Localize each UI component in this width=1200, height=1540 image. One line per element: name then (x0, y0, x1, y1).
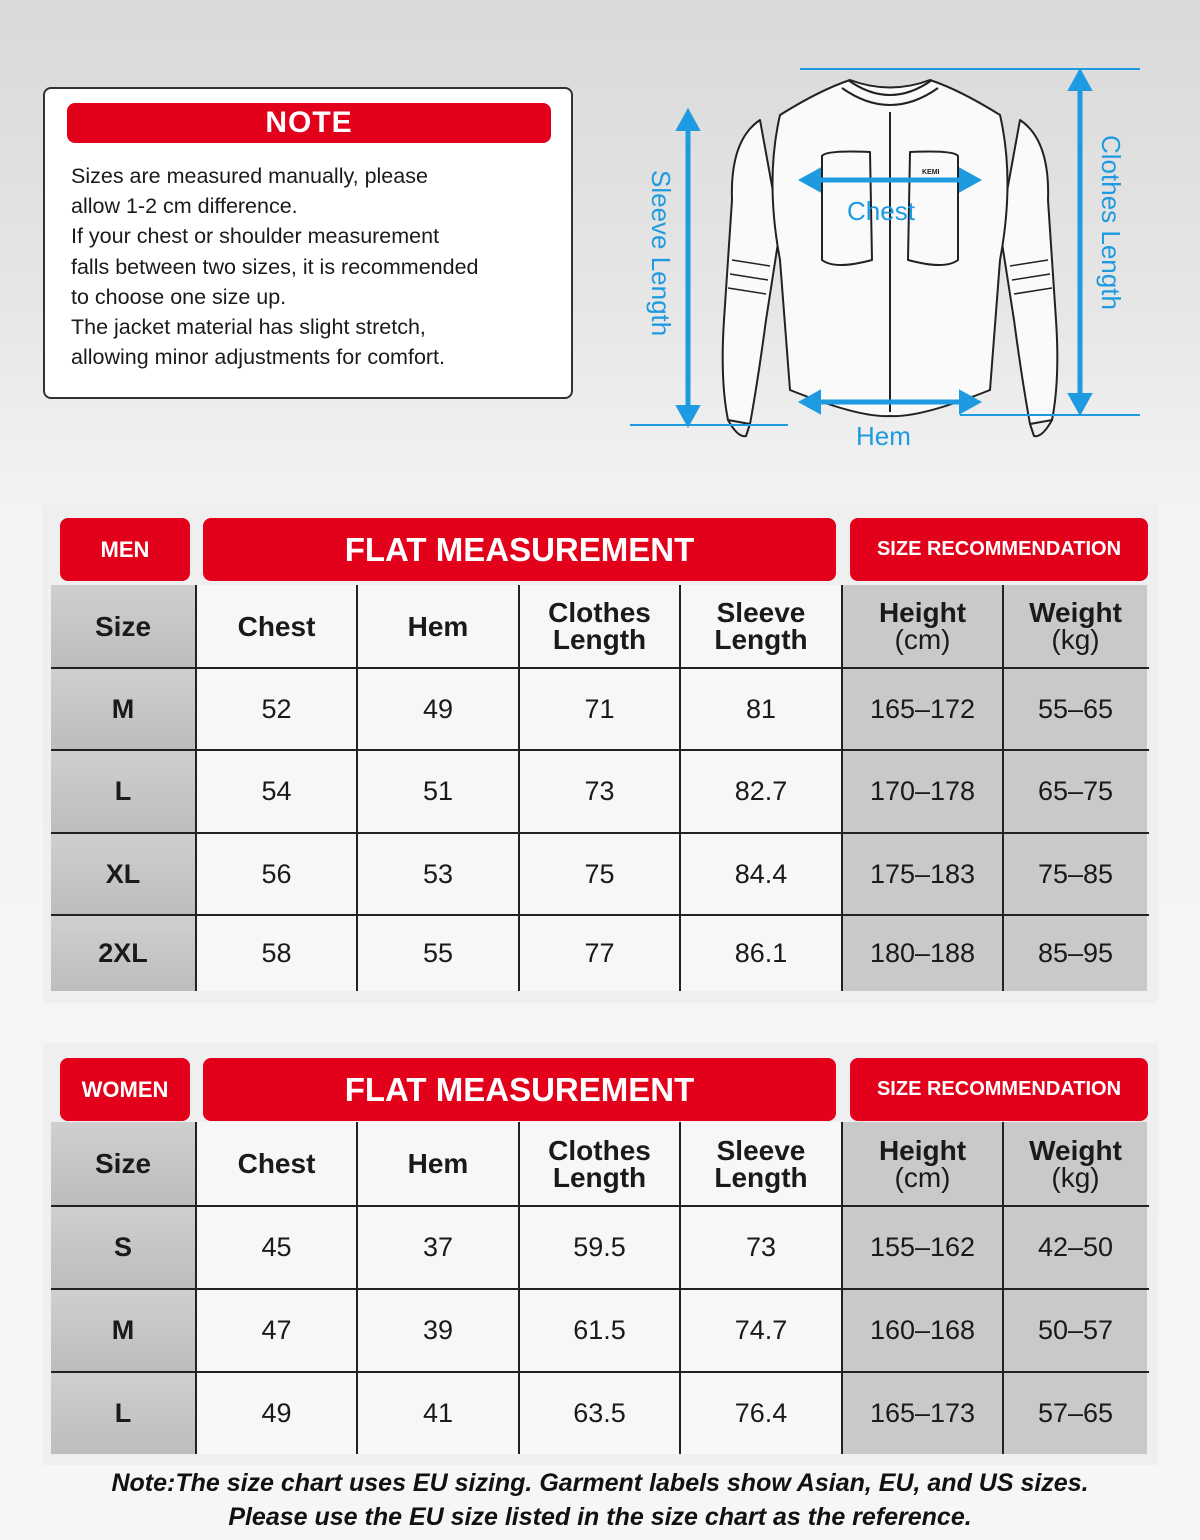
cell-weight: 65–75 (1004, 751, 1147, 832)
note-line: The jacket material has slight stretch, (71, 315, 426, 340)
cell-clothes-length: 71 (520, 669, 681, 749)
cell-chest: 47 (197, 1290, 358, 1371)
table-row (51, 1373, 1149, 1454)
men-tag: MEN (60, 518, 190, 581)
cell-weight: 85–95 (1004, 916, 1147, 991)
cell-chest: 45 (197, 1207, 358, 1288)
cell-clothes-length: 73 (520, 751, 681, 832)
table-header-row (51, 585, 1149, 667)
cell-clothes-length: 77 (520, 916, 681, 991)
table-header-row (51, 1122, 1149, 1205)
cell-height: 175–183 (843, 834, 1004, 914)
header-size: Size (51, 585, 197, 667)
header-size: Size (51, 1122, 197, 1205)
hem-label: Hem (856, 421, 911, 451)
cell-hem: 53 (358, 834, 520, 914)
cell-sleeve-length: 82.7 (681, 751, 843, 832)
cell-height: 165–173 (843, 1373, 1004, 1454)
cell-hem: 41 (358, 1373, 520, 1454)
cell-sleeve-length: 86.1 (681, 916, 843, 991)
cell-hem: 49 (358, 669, 520, 749)
header-hem: Hem (358, 1122, 520, 1205)
cell-height: 155–162 (843, 1207, 1004, 1288)
flat-measurement-tag: FLAT MEASUREMENT (203, 1058, 836, 1121)
men-grid (51, 585, 1149, 991)
cell-chest: 49 (197, 1373, 358, 1454)
brand-mark: KEMI (922, 169, 940, 176)
cell-clothes-length: 59.5 (520, 1207, 681, 1288)
cell-height: 165–172 (843, 669, 1004, 749)
flat-measurement-tag: FLAT MEASUREMENT (203, 518, 836, 581)
header-clothes-length: Clothes Length (520, 1122, 681, 1205)
cell-size: L (51, 751, 197, 832)
clothes-length-label: Clothes Length (1096, 135, 1126, 310)
table-row (51, 834, 1149, 914)
sleeve-length-label: Sleeve Length (646, 170, 676, 337)
cell-chest: 54 (197, 751, 358, 832)
jacket-diagram (620, 60, 1160, 460)
header-sleeve-length: Sleeve Length (681, 585, 843, 667)
footer-note-line-2: Please use the EU size listed in the size chart as the reference. (228, 1503, 972, 1531)
header-height: Height (cm) (843, 585, 1004, 667)
cell-chest: 56 (197, 834, 358, 914)
note-line: falls between two sizes, it is recommended (71, 254, 479, 279)
header-weight: Weight (kg) (1004, 585, 1147, 667)
size-recommendation-tag: SIZE RECOMMENDATION (850, 1058, 1148, 1121)
note-line: to choose one size up. (71, 284, 287, 309)
men-size-table (43, 503, 1158, 1003)
cell-chest: 52 (197, 669, 358, 749)
cell-weight: 50–57 (1004, 1290, 1147, 1371)
note-line: allow 1-2 cm difference. (71, 194, 298, 219)
cell-chest: 58 (197, 916, 358, 991)
cell-hem: 55 (358, 916, 520, 991)
cell-height: 180–188 (843, 916, 1004, 991)
header-chest: Chest (197, 1122, 358, 1205)
cell-clothes-length: 75 (520, 834, 681, 914)
note-line: allowing minor adjustments for comfort. (71, 345, 446, 370)
note-line: If your chest or shoulder measurement (71, 224, 440, 249)
note-line: Sizes are measured manually, please (71, 164, 428, 188)
cell-height: 170–178 (843, 751, 1004, 832)
chest-label: Chest (847, 196, 915, 226)
table-row (51, 751, 1149, 832)
note-text (71, 161, 561, 372)
cell-clothes-length: 63.5 (520, 1373, 681, 1454)
table-row (51, 1290, 1149, 1371)
header-height: Height (cm) (843, 1122, 1004, 1205)
note-title: NOTE (67, 103, 551, 143)
cell-size: XL (51, 834, 197, 914)
header-weight: Weight (kg) (1004, 1122, 1147, 1205)
cell-sleeve-length: 76.4 (681, 1373, 843, 1454)
cell-height: 160–168 (843, 1290, 1004, 1371)
cell-sleeve-length: 74.7 (681, 1290, 843, 1371)
note-box (43, 87, 573, 399)
table-row (51, 1207, 1149, 1288)
table-row (51, 916, 1149, 991)
women-grid (51, 1122, 1149, 1454)
cell-weight: 42–50 (1004, 1207, 1147, 1288)
cell-size: M (51, 1290, 197, 1371)
jacket-illustration (620, 60, 1160, 460)
cell-weight: 55–65 (1004, 669, 1147, 749)
cell-hem: 37 (358, 1207, 520, 1288)
women-tag: WOMEN (60, 1058, 190, 1121)
cell-hem: 39 (358, 1290, 520, 1371)
cell-hem: 51 (358, 751, 520, 832)
cell-clothes-length: 61.5 (520, 1290, 681, 1371)
cell-weight: 57–65 (1004, 1373, 1147, 1454)
cell-weight: 75–85 (1004, 834, 1147, 914)
footer-note-line-1: Note:The size chart uses EU sizing. Garment labels show Asian, EU, and US sizes. (111, 1469, 1089, 1497)
table-row (51, 669, 1149, 749)
header-hem: Hem (358, 585, 520, 667)
header-chest: Chest (197, 585, 358, 667)
size-recommendation-tag: SIZE RECOMMENDATION (850, 518, 1148, 581)
cell-sleeve-length: 73 (681, 1207, 843, 1288)
header-sleeve-length: Sleeve Length (681, 1122, 843, 1205)
cell-size: 2XL (51, 916, 197, 991)
cell-sleeve-length: 81 (681, 669, 843, 749)
cell-size: S (51, 1207, 197, 1288)
cell-sleeve-length: 84.4 (681, 834, 843, 914)
women-size-table (43, 1043, 1158, 1465)
cell-size: M (51, 669, 197, 749)
header-clothes-length: Clothes Length (520, 585, 681, 667)
cell-size: L (51, 1373, 197, 1454)
